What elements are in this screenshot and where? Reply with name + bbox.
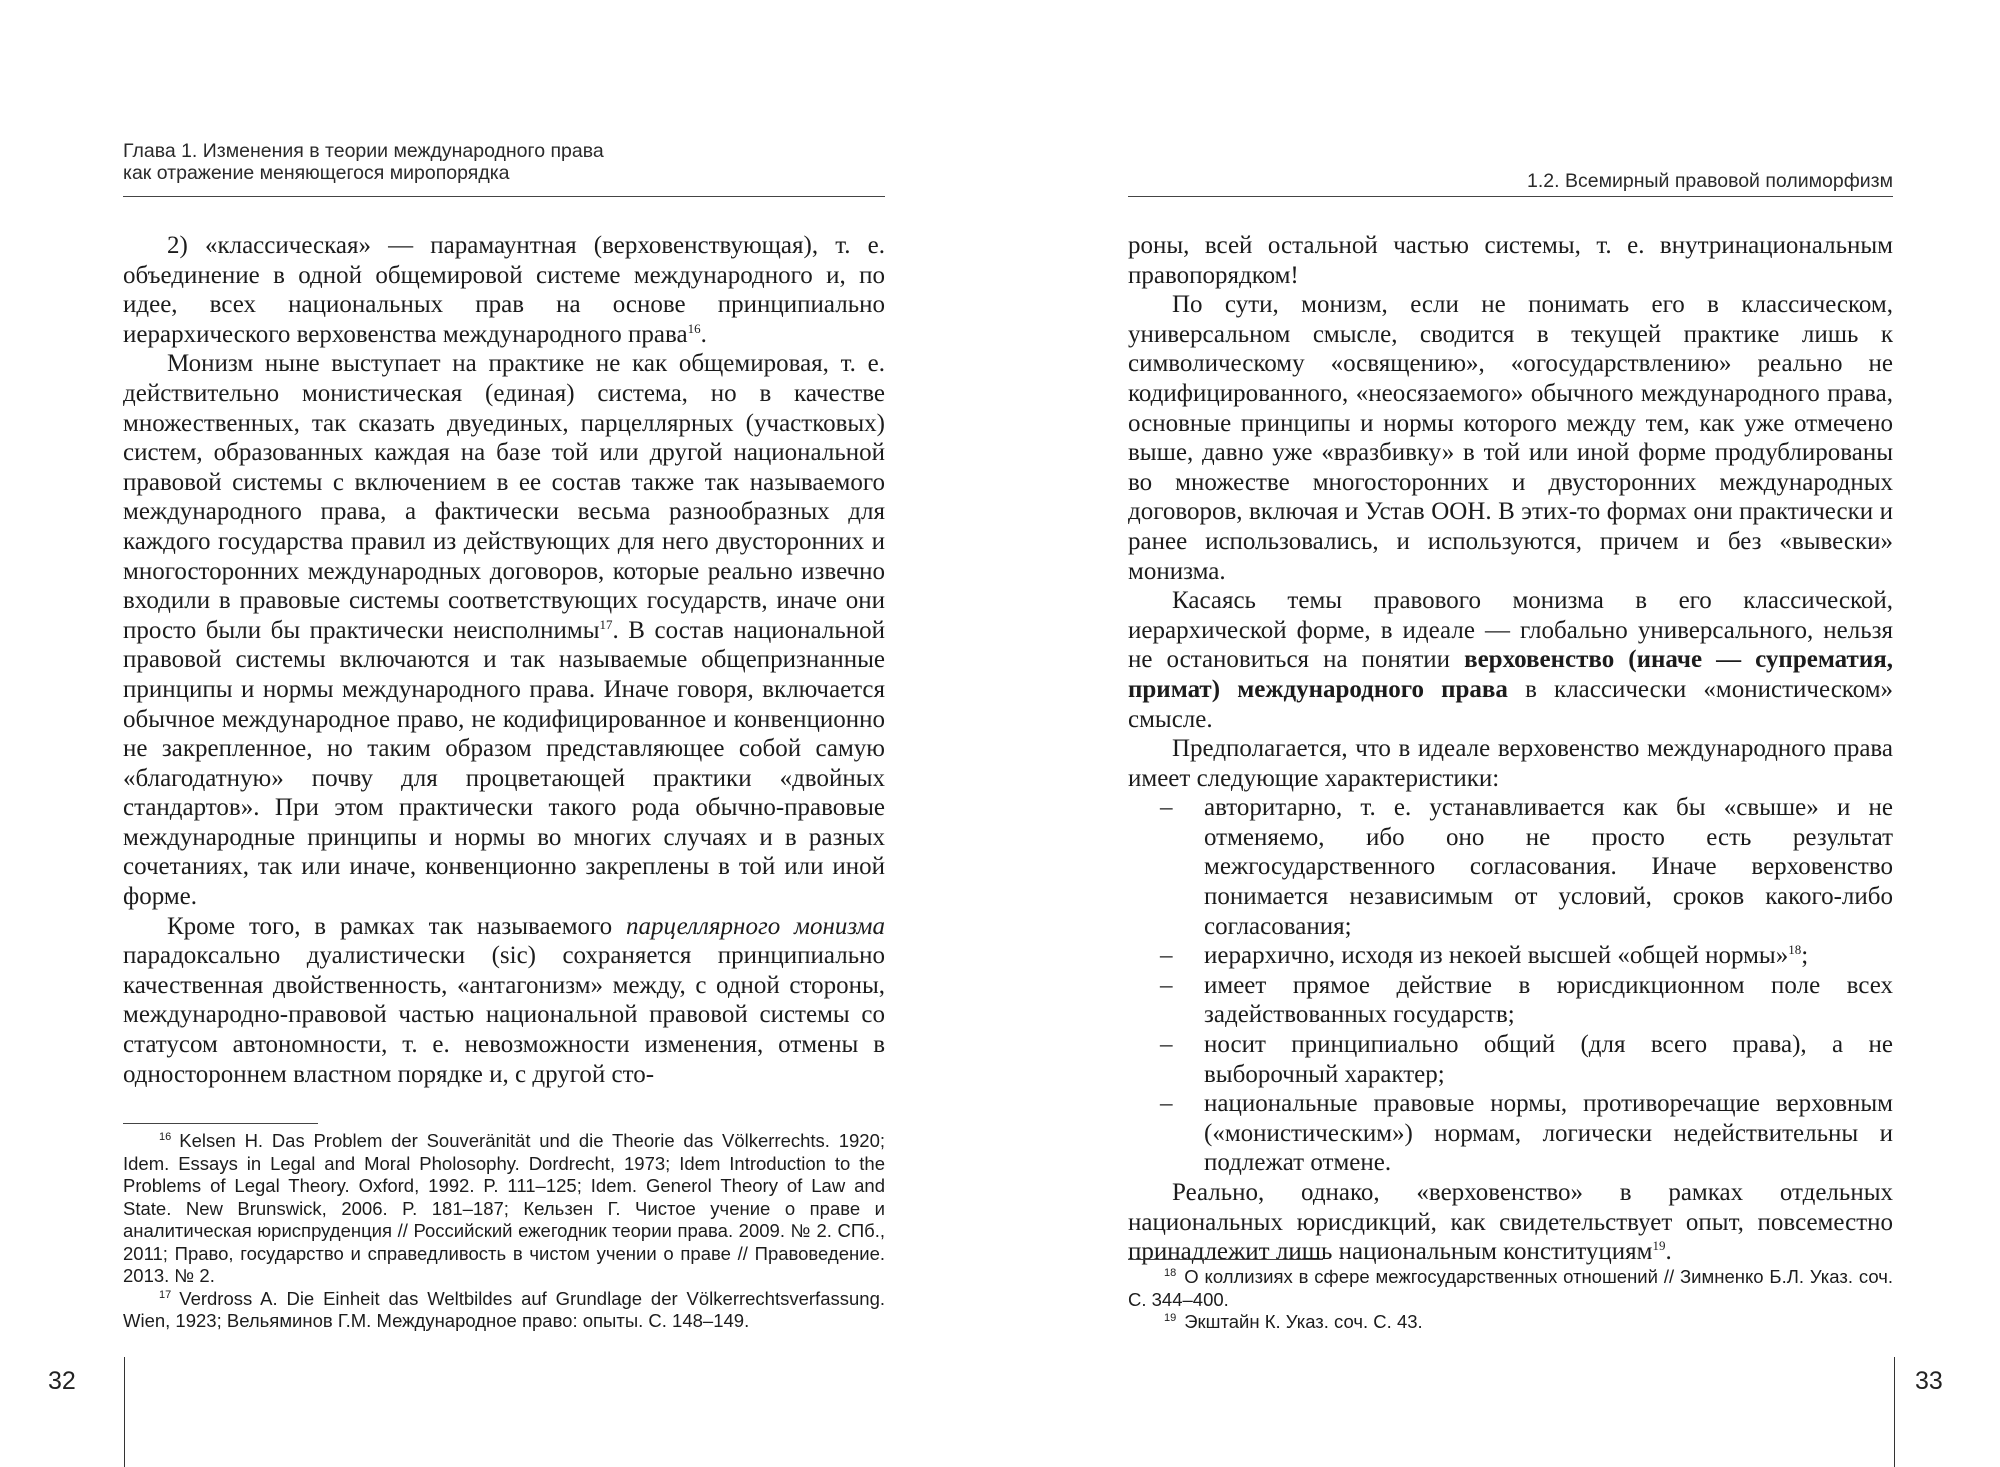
footnote: $^{18}$ О коллизиях в сфере межгосударственных отношений // Зимненко Б.Л. Указ. соч. С. 344–400. [1128, 1266, 1893, 1310]
paragraph: роны, всей остальной частью системы, т. е. внутринациональным правопорядком! [1128, 232, 1893, 289]
dash-bullet: – [1160, 1031, 1173, 1059]
dash-bullet: – [1160, 1090, 1173, 1118]
list-item: – иерархично, исходя из некоей высшей «общей нормы»$^{18}$; [1160, 942, 1809, 970]
left-body-text [123, 231, 885, 1089]
list-item: – авторитарно, т. е. устанавливается как бы «свыше» и не отменяемо, ибо оно не просто есть результат межгосударственного согласования. Иначе верховенство понимается независимым от условий, сроков какого-либо согласования; [1160, 794, 1893, 940]
footnote: $^{19}$ Экштайн К. Указ. соч. С. 43. [1164, 1311, 1423, 1332]
right-footnotes [1128, 1266, 1893, 1334]
paragraph: По сути, монизм, если не понимать его в классическом, универсальном смысле, сводится в текущей практике лишь к символическому «освящению», «огосударствлению» реально не кодифицированного, «неосязаемого» обычного международного права, основные принципы и нормы которого между тем, как уже отмечено выше, давно уже «вразбивку» в той или иной форме продублированы во множестве многосторонних и двусторонних международных договоров, включая и Устав ООН. В этих-то формах они практически и ранее использовались, и используются, причем и без «вывески» монизма. [1128, 291, 1893, 585]
dash-bullet: – [1160, 942, 1173, 970]
header-line-2: как отражение меняющегося миропорядка [123, 162, 510, 184]
footnote-divider [123, 1123, 318, 1124]
footnote-ref: 17 [599, 616, 613, 632]
list-item: – носит принципиально общий (для всего права), а не выборочный характер; [1160, 1031, 1893, 1088]
page-number-right: 33 [1915, 1367, 1943, 1395]
paragraph: 2) «классическая» — парамаунтная (верховенствующая), т. е. объединение в одной общемировой системе международного и, по идее, всех национальных прав на основе принципиально иерархического верховенства международного права$^{16}$. [123, 232, 885, 348]
bold-term: верховенство (иначе — супрематия, примат) международного права [1128, 646, 1893, 703]
left-footnotes [123, 1130, 885, 1333]
header-line-1: 1.2. Всемирный правовой полиморфизм [1527, 170, 1893, 192]
footnote: $^{17}$ Verdross A. Die Einheit das Weltbildes auf Grundlage der Völkerrechtsverfassung. Wien, 1923; Вельяминов Г.М. Международное право: опыты. С. 148–149. [123, 1287, 885, 1331]
footnote-ref: 16 [687, 320, 701, 336]
right-page [1000, 0, 2000, 1467]
footnote: $^{16}$ Kelsen H. Das Problem der Souveränität und die Theorie das Völkerrechts. 1920; Idem. Essays in Legal and Moral Pholosophy. Dordrecht, 1973; Idem Introduction to the Problems of Legal Theory. Oxford, 1992. P. 111–125; Idem. Generol Theory of Law and State. New Brunswick, 2006. P. 181–187; Кельзен Г. Чистое учение о праве и аналитическая юриспруденция // Российский ежегодник теории права. 2009. № 2. СПб., 2011; Право, государство и справедливость в чистом учении о праве // Правоведение. 2013. № 2. [123, 1130, 885, 1286]
footnote-ref: 18 [1788, 942, 1802, 958]
running-header-right [1128, 140, 1893, 197]
paragraph: Реально, однако, «верховенство» в рамках отдельных национальных юрисдикций, как свидетельствует опыт, повсеместно принадлежит лишь национальным конституциям$^{19}$. [1128, 1179, 1893, 1266]
paragraph: Касаясь темы правового монизма в его классической, иерархической форме, в идеале — глобально универсального, нельзя не остановиться на понятии верховенство (иначе — супрематия, примат) международного права в классически «монистическом» смысле. [1128, 587, 1894, 733]
paragraph: Монизм ныне выступает на практике не как общемировая, т. е. действительно монистическая (единая) система, но в качестве множественных, так сказать двуединых, парцеллярных (участковых) систем, образованных каждая на базе той или другой национальной правовой системы с включением в ее состав также так называемого международного права, а фактически весьма разнообразных для каждого государства правил из действующих для него двусторонних и многосторонних международных договоров, которые реально извечно входили в правовые системы соответствующих государств, иначе они просто были бы практически неисполнимы$^{17}$. В состав национальной правовой системы включаются и так называемые общепризнанные принципы и нормы международного права. Иначе говоря, включается обычное международное право, не кодифицированное и конвенционно не закрепленное, но таким образом представляющее собой самую «благодатную» почву для процветающей практики «двойных стандартов». При этом практически такого рода обычно-правовые международные принципы и нормы во многих случаях и в разных сочетаниях, так или иначе, конвенционно закреплены в той или иной форме. [123, 350, 885, 911]
page-number-left: 32 [48, 1367, 76, 1395]
list-item: – имеет прямое действие в юрисдикционном поле всех задействованных государств; [1160, 971, 1893, 1029]
running-header-left [123, 140, 885, 197]
list-item: – национальные правовые нормы, противоречащие верховным («монистическим») нормам, логически недействительны и подлежат отмене. [1160, 1090, 1893, 1177]
page-margin-line [124, 1357, 125, 1467]
page-margin-line [1894, 1357, 1895, 1467]
dash-bullet: – [1160, 971, 1173, 999]
characteristics-list [1128, 793, 1893, 1178]
right-body-text [1128, 231, 1893, 1267]
footnote-divider [1128, 1259, 1323, 1260]
header-line-1: Глава 1. Изменения в теории международного права [123, 140, 604, 162]
italic-term: парцеллярного монизма [626, 912, 885, 940]
paragraph: Предполагается, что в идеале верховенство международного права имеет следующие характеристики: [1128, 735, 1893, 792]
dash-bullet: – [1160, 794, 1173, 822]
footnote-ref: 19 [1652, 1238, 1666, 1254]
paragraph: Кроме того, в рамках так называемого парцеллярного монизма парадоксально дуалистически (sic) сохраняется принципиально качественная двойственность, «антагонизм» между, с одной стороны, международно-правовой частью национальной правовой системы со статусом автономности, т. е. невозможности изменения, отмены в одностороннем властном порядке и, с другой сто- [123, 912, 885, 1088]
